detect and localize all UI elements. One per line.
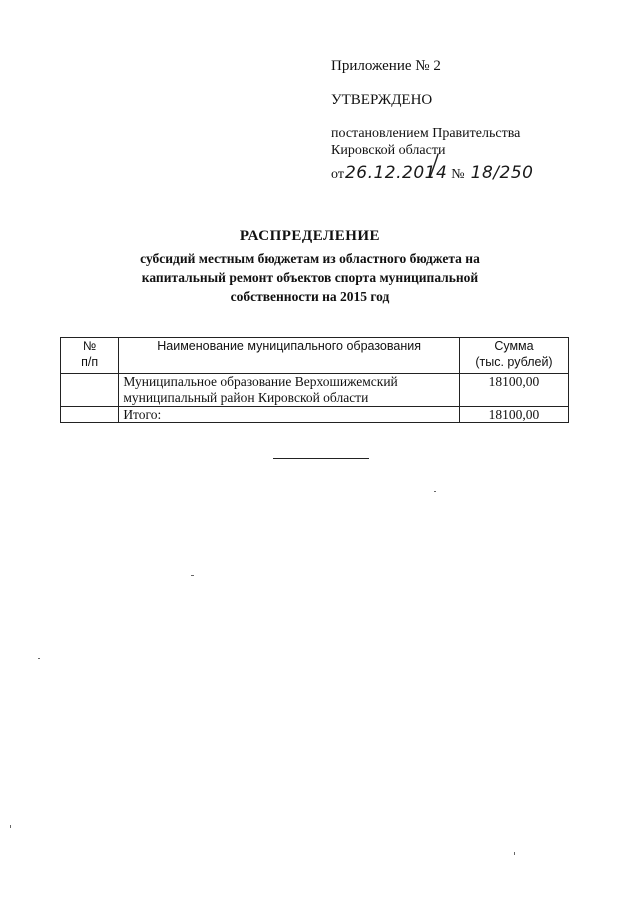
decree-date-handwritten: 26.12.2014	[344, 163, 448, 183]
row-name-cell	[119, 374, 460, 407]
header-name: Наименование муниципального образования	[119, 338, 460, 374]
scan-speck	[514, 852, 515, 855]
decree-line-1: постановлением Правительства	[331, 126, 521, 141]
decree-number-sign: №	[451, 167, 465, 182]
scan-speck	[191, 575, 194, 576]
row-name-line: муниципальный район Кировской области	[123, 390, 369, 405]
header-number-line: №	[82, 339, 97, 353]
scan-speck	[38, 658, 40, 659]
table-header-row	[61, 338, 569, 374]
decree-number-handwritten: 18/250	[470, 163, 534, 183]
table-row	[61, 374, 569, 407]
document-subtitle-line: капитальный ремонт объектов спорта муниципальной	[141, 270, 479, 285]
table-total-row	[61, 407, 569, 423]
total-label-cell: Итого:	[119, 407, 460, 423]
distribution-table	[60, 337, 569, 423]
header-number	[61, 338, 119, 374]
signature-mark-icon	[424, 153, 444, 179]
row-number-cell	[61, 374, 119, 407]
appendix-label: Приложение № 2	[331, 58, 441, 74]
header-sum-line: Сумма	[494, 339, 534, 353]
document-title-block	[100, 228, 520, 306]
header-sum-line: (тыс. рублей)	[475, 355, 553, 369]
decree-prefix: от	[331, 167, 344, 182]
document-title: РАСПРЕДЕЛЕНИЕ	[239, 228, 381, 244]
scan-speck	[434, 491, 436, 492]
document-subtitle-line: собственности на 2015 год	[230, 289, 390, 304]
header-sum	[459, 338, 568, 374]
row-name-line: Муниципальное образование Верхошижемский	[123, 374, 398, 389]
decree-line-2: Кировской области	[331, 143, 446, 158]
document-subtitle-line: субсидий местным бюджетам из областного бюджета на	[140, 251, 480, 266]
scan-speck	[10, 825, 11, 828]
approved-label: УТВЕРЖДЕНО	[331, 92, 433, 108]
total-number-cell	[61, 407, 119, 423]
total-sum-cell: 18100,00	[459, 407, 568, 423]
header-number-line: п/п	[81, 355, 99, 369]
end-divider	[273, 458, 369, 459]
row-sum-cell: 18100,00	[459, 374, 568, 407]
